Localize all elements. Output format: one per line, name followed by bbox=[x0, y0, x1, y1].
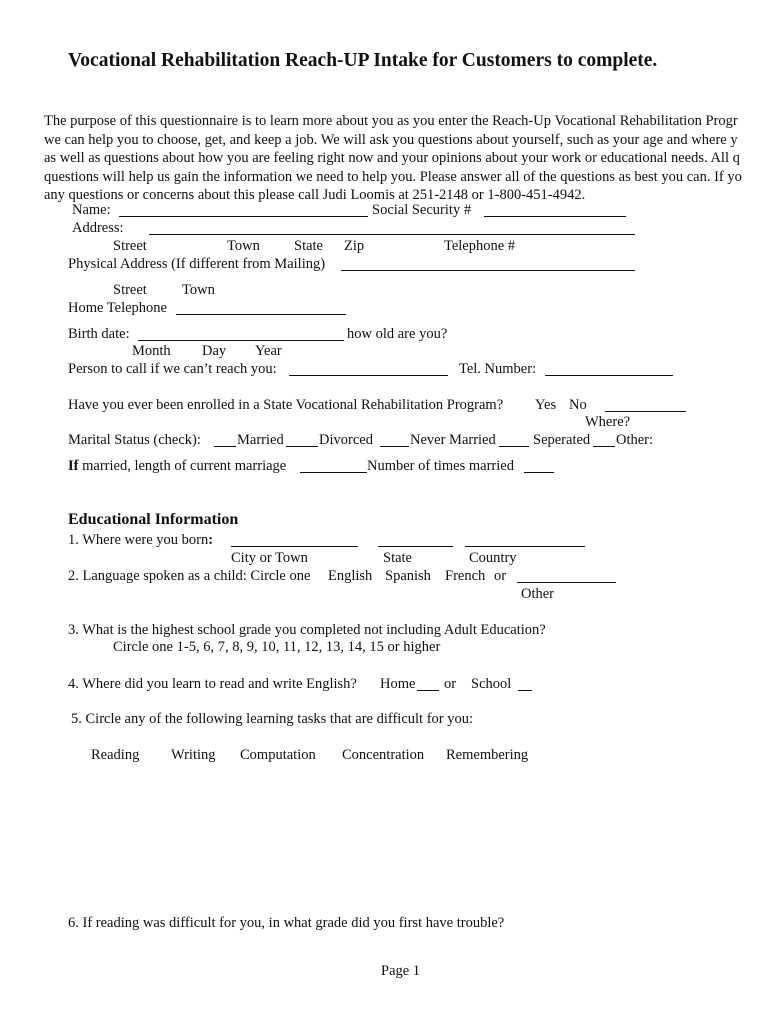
city-label: City or Town bbox=[231, 550, 308, 566]
intro-paragraph bbox=[44, 112, 770, 205]
contact-person-field[interactable] bbox=[289, 375, 448, 376]
birth-city-field[interactable] bbox=[231, 546, 358, 547]
english-option[interactable]: English bbox=[328, 568, 373, 584]
town-label: Town bbox=[227, 238, 260, 254]
where-label: Where? bbox=[585, 414, 631, 430]
country-label: Country bbox=[469, 550, 517, 566]
or-label: or bbox=[494, 568, 507, 584]
q2-label: 2. Language spoken as a child: Circle one bbox=[68, 568, 311, 584]
task-reading[interactable]: Reading bbox=[91, 747, 140, 763]
q6-label: 6. If reading was difficult for you, in what grade did you first have trouble? bbox=[68, 915, 505, 931]
q1-text: 1. Where were you born bbox=[68, 532, 209, 548]
ssn-field[interactable] bbox=[484, 216, 626, 217]
enrolled-where-field[interactable] bbox=[605, 411, 686, 412]
grade-options[interactable]: Circle one 1-5, 6, 7, 8, 9, 10, 11, 12, 13, 14, 15 or higher bbox=[113, 639, 441, 655]
married-checkbox[interactable] bbox=[214, 446, 236, 447]
age-label: how old are you? bbox=[347, 326, 448, 342]
other-checkbox[interactable] bbox=[593, 446, 615, 447]
married-option: Married bbox=[237, 432, 284, 448]
year-label: Year bbox=[255, 343, 282, 359]
enrolled-yes-option[interactable]: Yes bbox=[535, 397, 557, 413]
tel-number-field[interactable] bbox=[545, 375, 673, 376]
town-label-2: Town bbox=[182, 282, 215, 298]
intro-line: any questions or concerns about this please call Judi Loomis at 251-2148 or 1-800-451-4942. bbox=[44, 187, 586, 203]
other-sublabel: Other bbox=[521, 586, 555, 602]
state-sublabel: State bbox=[383, 550, 412, 566]
marriage-length-label bbox=[68, 457, 286, 475]
telephone-label: Telephone # bbox=[444, 238, 516, 254]
enrolled-no-option[interactable]: No bbox=[569, 397, 587, 413]
intro-line: as well as questions about how you are feeling right now and your opinions about your work or educational needs. All q bbox=[44, 150, 740, 166]
spanish-option[interactable]: Spanish bbox=[385, 568, 431, 584]
marriage-length-field[interactable] bbox=[300, 472, 367, 473]
ssn-label: Social Security # bbox=[372, 202, 472, 218]
physical-address-label: Physical Address (If different from Mailing) bbox=[68, 256, 326, 272]
school-option: School bbox=[471, 676, 512, 692]
separated-option: Seperated bbox=[533, 432, 591, 448]
task-computation[interactable]: Computation bbox=[240, 747, 316, 763]
zip-label: Zip bbox=[344, 238, 365, 254]
address-field[interactable] bbox=[149, 234, 635, 235]
q1-colon: : bbox=[208, 532, 214, 548]
tel-number-label: Tel. Number: bbox=[459, 361, 537, 377]
q3-label: 3. What is the highest school grade you completed not including Adult Education? bbox=[68, 622, 546, 638]
name-label: Name: bbox=[72, 202, 111, 218]
separated-checkbox[interactable] bbox=[499, 446, 529, 447]
month-label: Month bbox=[132, 343, 171, 359]
name-field[interactable] bbox=[119, 216, 368, 217]
if-word: If bbox=[68, 458, 79, 474]
document-title: Vocational Rehabilitation Reach-UP Intake for Customers to complete. bbox=[68, 50, 658, 71]
q1-label bbox=[68, 531, 213, 549]
french-option[interactable]: French bbox=[445, 568, 486, 584]
intro-line: we can help you to choose, get, and keep a job. We will ask you questions about yourself, such as your age and where y bbox=[44, 131, 738, 148]
never-married-option: Never Married bbox=[410, 432, 496, 448]
q4-or-label: or bbox=[444, 676, 457, 692]
address-label: Address: bbox=[72, 220, 124, 236]
education-heading: Educational Information bbox=[68, 511, 239, 528]
divorced-option: Divorced bbox=[319, 432, 373, 448]
times-married-label: Number of times married bbox=[367, 458, 514, 474]
physical-address-field[interactable] bbox=[341, 270, 635, 271]
day-label: Day bbox=[202, 343, 227, 359]
task-remembering[interactable]: Remembering bbox=[446, 747, 529, 763]
divorced-checkbox[interactable] bbox=[286, 446, 318, 447]
intro-line: questions will help us gain the information we need to help you. Please answer all of the questions as best you can. If yo bbox=[44, 168, 742, 185]
street-label-2: Street bbox=[113, 282, 147, 298]
birth-state-field[interactable] bbox=[378, 546, 453, 547]
intro-line: The purpose of this questionnaire is to learn more about you as you enter the Reach-Up Vocational Rehabilitation Progr bbox=[44, 113, 738, 129]
birth-date-label: Birth date: bbox=[68, 326, 130, 342]
other-language-field[interactable] bbox=[517, 582, 616, 583]
home-telephone-field[interactable] bbox=[176, 314, 346, 315]
school-checkbox[interactable] bbox=[518, 690, 532, 691]
page-number: Page 1 bbox=[381, 963, 421, 979]
q5-label: 5. Circle any of the following learning tasks that are difficult for you: bbox=[71, 711, 473, 727]
other-option: Other: bbox=[616, 432, 654, 448]
q4-label: 4. Where did you learn to read and write English? bbox=[68, 676, 357, 692]
task-writing[interactable]: Writing bbox=[171, 747, 216, 763]
contact-person-label: Person to call if we can’t reach you: bbox=[68, 361, 277, 377]
home-telephone-label: Home Telephone bbox=[68, 300, 167, 316]
never-married-checkbox[interactable] bbox=[380, 446, 409, 447]
birth-date-field[interactable] bbox=[138, 340, 344, 341]
birth-country-field[interactable] bbox=[465, 546, 585, 547]
home-option: Home bbox=[380, 676, 416, 692]
enrolled-question: Have you ever been enrolled in a State Vocational Rehabilitation Program? bbox=[68, 397, 504, 413]
street-label: Street bbox=[113, 238, 147, 254]
marriage-length-text: married, length of current marriage bbox=[78, 458, 287, 474]
task-concentration[interactable]: Concentration bbox=[342, 747, 425, 763]
marital-status-label: Marital Status (check): bbox=[68, 432, 201, 448]
state-label: State bbox=[294, 238, 323, 254]
home-checkbox[interactable] bbox=[417, 690, 439, 691]
times-married-field[interactable] bbox=[524, 472, 554, 473]
